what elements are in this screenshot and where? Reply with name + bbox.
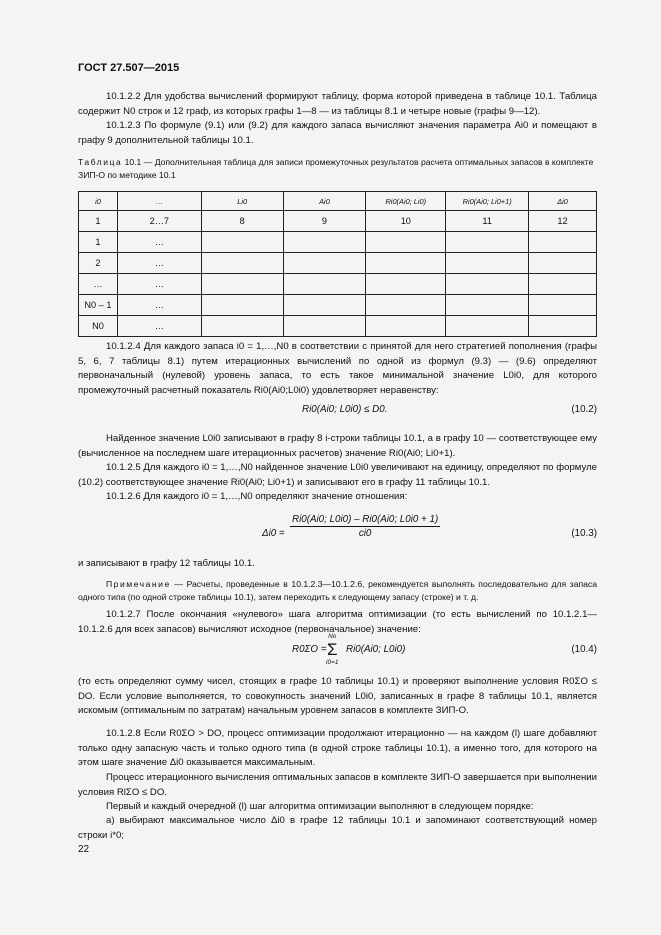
paragraph-10-1-2-2: 10.1.2.2 Для удобства вычислений формируют таблицу, форма которой приведена в таблице 10.1. Таблица содержит N0 строк и 12 граф, из которых графы 1—8 — из таблицы 8.1 и четыре новые (графы 9—12). (78, 91, 597, 117)
paragraph-sum-check: (то есть определяют сумму чисел, стоящих в графе 10 таблицы 10.1) и проверяют выполнение условия R0ΣO ≤ DO. Если условие выполняется, то совокупность значений L0i0, записанных в графе 8 таблицы 10.1, является искомым (оптимальным по затратам) начальным уровнем запасов в комплекте ЗИП-О. (78, 676, 597, 717)
table-cell: 1 (79, 211, 118, 232)
table-cell: 2 (79, 253, 118, 274)
formula-10-3-numerator: Ri0(Ai0; L0i0) – Ri0(Ai0; L0i0 + 1) (292, 514, 439, 525)
formula-10-4-lower-limit: i0=1 (326, 659, 339, 666)
table-cell: … (117, 253, 201, 274)
formula-10-4-left: R0ΣO = (292, 644, 327, 655)
formula-10-3-number: (10.3) (571, 528, 597, 539)
table-row (79, 295, 597, 316)
paragraph-10-1-2-6: 10.1.2.6 Для каждого i0 = 1,…,N0 определяют значение отношения: (106, 491, 408, 502)
paragraph-found-value: Найденное значение L0i0 записывают в графу 8 i-строки таблицы 10.1, а в графу 10 — соответствующее ему (вычисленное на последнем шаге итерационных расчетов) значение Ri0(Ai0; Li0+1). (78, 433, 597, 459)
paragraph-10-1-2-4: 10.1.2.4 Для каждого запаса i0 = 1,…,N0 в соответствии с принятой для него стратегией пополнения (графы 5, 6, 7 таблицы 8.1) путем итерационных вычислений по одной из формул (9.3) — (9.6) определяют первоначальный (нулевой) уровень запаса, то есть такое минимальной значение L0i0, для которого промежуточный расчетный показатель Ri0(Ai0;L0i0) удовлетворяет неравенству: (78, 341, 597, 396)
table-cell: 8 (201, 211, 283, 232)
table-caption (78, 156, 597, 182)
formula-10-3-fraction (290, 514, 440, 539)
table-header-cell: Ai0 (283, 192, 366, 211)
table-row (79, 253, 597, 274)
table-cell: 12 (529, 211, 597, 232)
table-number-row (79, 211, 597, 232)
formula-10-3-denominator: ci0 (358, 528, 372, 539)
paragraph-10-1-2-8: 10.1.2.8 Если R0ΣO > DO, процесс оптимизации продолжают итерационно — на каждом (l) шаге добавляют только одну запасную часть и только одного типа (в одной строке таблицы 10.1), а именно того, для которого на этом шаге значение Δi0 оказывается максимальным. (78, 728, 597, 769)
table-cell: N0 – 1 (79, 295, 118, 316)
formula-10-4-body: Ri0(Ai0; L0i0) (346, 644, 406, 655)
formula-10-4-number: (10.4) (571, 644, 597, 655)
formula-10-4-upper-limit: No (328, 633, 337, 640)
formula-10-3-left: Δi0 = (262, 528, 285, 539)
table-row (79, 232, 597, 253)
table-cell: 2…7 (117, 211, 201, 232)
sum-symbol: Σ (326, 640, 338, 659)
table-header-cell: Ri0(Ai0; Li0) (366, 192, 446, 211)
table-row (79, 316, 597, 337)
table-header-row (79, 192, 597, 211)
formula-10-2 (78, 404, 597, 420)
table-cell: … (79, 274, 118, 295)
table-header-cell: i0 (79, 192, 118, 211)
paragraph-10-1-2-7: 10.1.2.7 После окончания «нулевого» шага алгоритма оптимизации (то есть вычислений по 10.1.2.1—10.1.2.6 для всех запасов) вычисляют исходное (первоначальное) значение: (78, 609, 597, 635)
table-cell: 1 (79, 232, 118, 253)
table-cell: … (117, 316, 201, 337)
table-header-cell: Li0 (201, 192, 283, 211)
formula-10-3 (78, 514, 597, 554)
note-label: Примечание (106, 579, 171, 589)
paragraph-step-a: а) выбирают максимальное число Δi0 в графе 12 таблицы 10.1 и запоминают соответствующий номер строки i*0; (78, 815, 597, 841)
paragraph-process-end: Процесс итерационного вычисления оптимальных запасов в комплекте ЗИП-О завершается при выполнении условия RlΣO ≤ DO. (78, 772, 597, 798)
table-cell: … (117, 295, 201, 316)
page-number: 22 (78, 844, 90, 855)
formula-10-2-number: (10.2) (571, 404, 597, 415)
table-header-cell: … (117, 192, 201, 211)
table-cell: N0 (79, 316, 118, 337)
formula-10-2-expression: Ri0(Ai0; L0i0) ≤ D0. (302, 404, 388, 415)
table-caption-text: 10.1 — Дополнительная таблица для записи промежуточных результатов расчета оптимальных запасов в комплекте ЗИП-О по методике 10.1 (78, 157, 594, 180)
paragraph-write-column-12: и записывают в графу 12 таблицы 10.1. (78, 558, 255, 569)
formula-10-4 (78, 633, 597, 673)
document-header: ГОСТ 27.507—2015 (78, 62, 180, 74)
table-cell: 9 (283, 211, 366, 232)
table-10-1 (78, 191, 597, 337)
paragraph-10-1-2-3: 10.1.2.3 По формуле (9.1) или (9.2) для каждого запаса вычисляют значения параметра Ai0 и помещают в графу 9 дополнительной таблицы 10.1. (78, 120, 597, 146)
table-caption-label: Таблица (78, 157, 123, 167)
table-cell: 10 (366, 211, 446, 232)
table-row (79, 274, 597, 295)
paragraph-first-step: Первый и каждый очередной (l) шаг алгоритма оптимизации выполняют в следующем порядке: (106, 801, 534, 812)
table-cell: 11 (446, 211, 529, 232)
table-header-cell: Δi0 (529, 192, 597, 211)
paragraph-10-1-2-5: 10.1.2.5 Для каждого i0 = 1,…,N0 найденное значение L0i0 увеличивают на единицу, определяют по формуле (10.2) соответствующее значение Ri0(Ai0; Li0+1) и записывают его в графу 11 таблицы 10.1. (78, 462, 597, 488)
table-cell: … (117, 274, 201, 295)
table-header-cell: Ri0(Ai0; Li0+1) (446, 192, 529, 211)
note-text: — Расчеты, проведенные в 10.1.2.3—10.1.2.6, рекомендуется выполнять последовательно для запаса одного типа (по одной строке таблицы 10.1), затем переходить к следующему запасу (строке) и т. д. (78, 579, 597, 602)
formula-10-4-sum (326, 633, 338, 667)
table-cell: … (117, 232, 201, 253)
note (78, 578, 597, 604)
